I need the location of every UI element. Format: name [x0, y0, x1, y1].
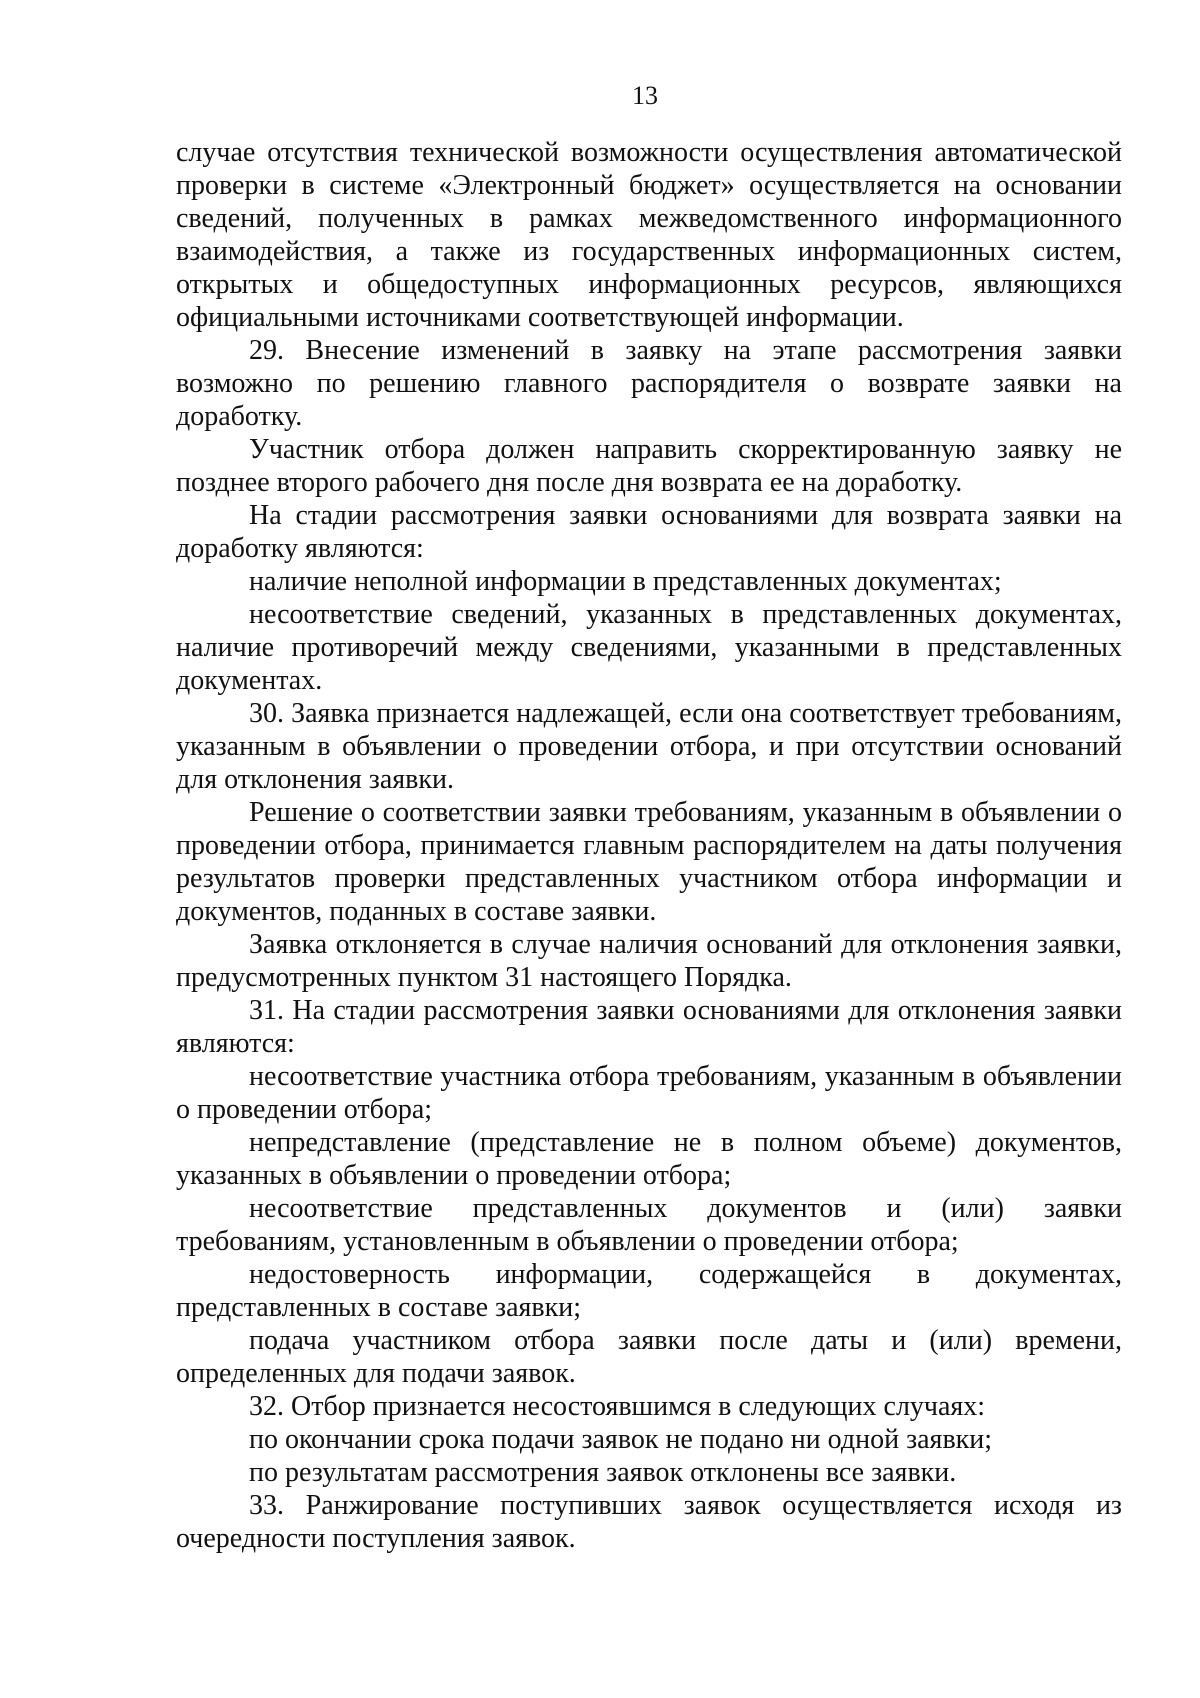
paragraph-resubmission-deadline: Участник отбора должен направить скорректированную заявку не позднее второго рабочего дня после дня возврата ее на доработку.: [176, 434, 1122, 498]
paragraph-item-29: 29. Внесение изменений в заявку на этапе рассмотрения заявки возможно по решению главного распорядителя о возврате заявки на доработку.: [176, 335, 1122, 432]
paragraph-rejection-ground-doc-mismatch: несоответствие представленных документов и (или) заявки требованиям, установленным в объявлении о проведении отбора;: [176, 1193, 1122, 1257]
paragraph-item-32: 32. Отбор признается несостоявшимся в следующих случаях:: [249, 1391, 986, 1422]
paragraph-rejection-ground-late: подача участником отбора заявки после даты и (или) времени, определенных для подачи заявок.: [176, 1325, 1122, 1389]
document-body: [176, 136, 1122, 1555]
paragraph-return-grounds-intro: На стадии рассмотрения заявки основаниями для возврата заявки на доработку являются:: [176, 500, 1122, 564]
paragraph-item-31: 31. На стадии рассмотрения заявки основаниями для отклонения заявки являются:: [176, 995, 1122, 1059]
paragraph-rejection-ground-false-info: недостоверность информации, содержащейся в документах, представленных в составе заявки;: [176, 1259, 1122, 1323]
paragraph-item-30: 30. Заявка признается надлежащей, если она соответствует требованиям, указанным в объявлении о проведении отбора, и при отсутствии оснований для отклонения заявки.: [176, 698, 1122, 795]
paragraph-item-33: 33. Ранжирование поступивших заявок осуществляется исходя из очередности поступления заявок.: [176, 1490, 1122, 1554]
paragraph-return-ground-incomplete: наличие неполной информации в представленных документах;: [249, 566, 1002, 597]
paragraph-rejection-ground-participant: несоответствие участника отбора требованиям, указанным в объявлении о проведении отбора;: [176, 1061, 1122, 1125]
page-number: 13: [632, 81, 658, 110]
paragraph-failed-no-applications: по окончании срока подачи заявок не подано ни одной заявки;: [249, 1424, 993, 1455]
paragraph-rejection-reference: Заявка отклоняется в случае наличия оснований для отклонения заявки, предусмотренных пунктом 31 настоящего Порядка.: [176, 929, 1122, 993]
paragraph-failed-all-rejected: по результатам рассмотрения заявок отклонены все заявки.: [249, 1457, 957, 1488]
paragraph-return-ground-inconsistent: несоответствие сведений, указанных в представленных документах, наличие противоречий между сведениями, указанными в представленных документах.: [176, 599, 1122, 696]
paragraph-compliance-decision: Решение о соответствии заявки требованиям, указанным в объявлении о проведении отбора, принимается главным распорядителем на даты получения результатов проверки представленных участником отбора информации и документов, поданных в составе заявки.: [176, 797, 1122, 927]
paragraph-continuation: случае отсутствия технической возможности осуществления автоматической проверки в системе «Электронный бюджет» осуществляется на основании сведений, полученных в рамках межведомственного информационного взаимодействия, а также из государственных информационных систем, открытых и общедоступных информационных ресурсов, являющихся официальными источниками соответствующей информации.: [176, 137, 1122, 333]
paragraph-rejection-ground-missing-docs: непредставление (представление не в полном объеме) документов, указанных в объявлении о проведении отбора;: [176, 1127, 1122, 1191]
